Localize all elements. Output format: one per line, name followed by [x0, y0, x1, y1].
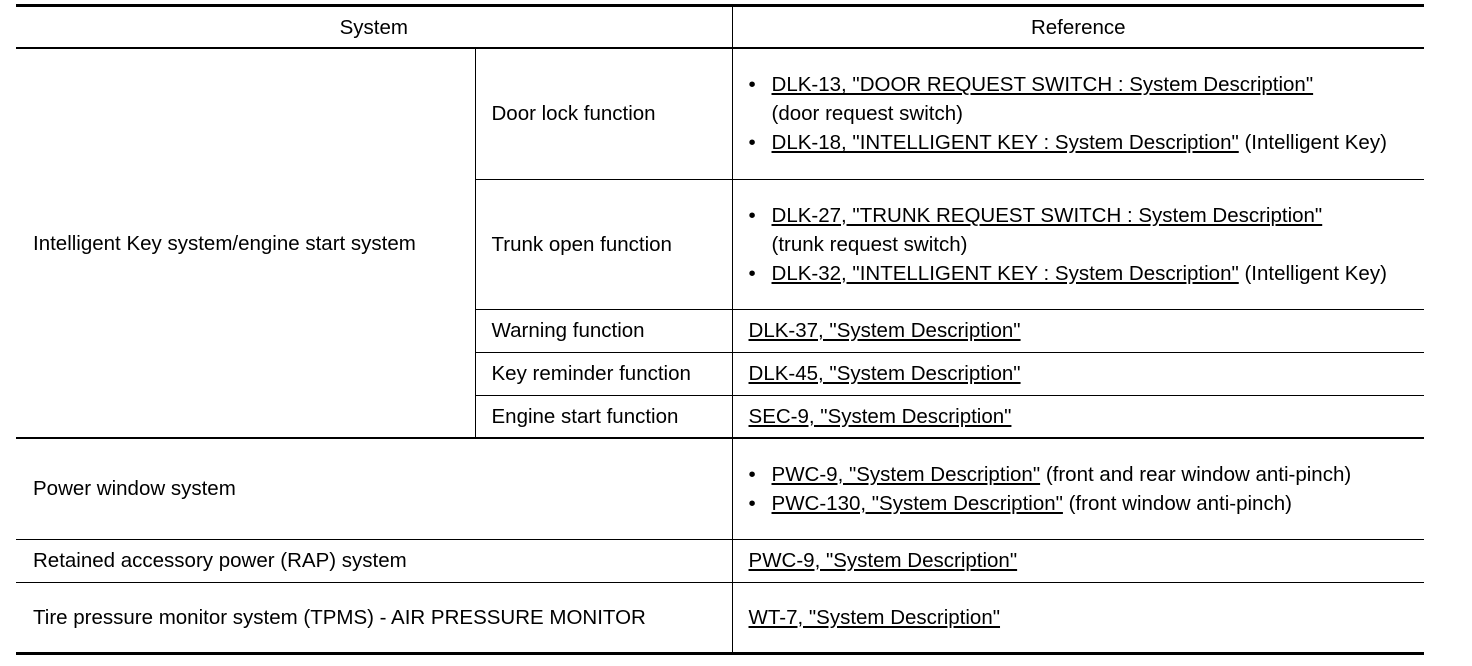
reference-link[interactable]: PWC-130, "System Description"	[771, 491, 1063, 515]
reference-note: (Intelligent Key)	[1244, 261, 1387, 285]
reference-link[interactable]: DLK-45, "System Description"	[748, 362, 1021, 385]
system-cell-intelligent-key: Intelligent Key system/engine start system	[16, 48, 475, 438]
reference-column-header: Reference	[732, 6, 1424, 49]
reference-link[interactable]: DLK-27, "TRUNK REQUEST SWITCH : System Description"	[771, 203, 1323, 227]
reference-cell-trunk-open	[732, 179, 1424, 309]
function-cell-warning: Warning function	[475, 309, 732, 352]
reference-link[interactable]: DLK-37, "System Description"	[748, 319, 1021, 342]
reference-note: (front window anti-pinch)	[1068, 491, 1292, 515]
reference-cell-key-reminder	[732, 352, 1424, 395]
reference-link[interactable]: DLK-18, "INTELLIGENT KEY : System Description"	[771, 131, 1239, 155]
reference-list-item	[749, 460, 1425, 489]
reference-note: (door request switch)	[771, 102, 963, 126]
reference-list-item	[749, 201, 1425, 259]
reference-link[interactable]: DLK-32, "INTELLIGENT KEY : System Description"	[771, 261, 1239, 285]
system-cell-rap: Retained accessory power (RAP) system	[16, 539, 732, 582]
reference-cell-power-window	[732, 438, 1424, 539]
header-row	[16, 6, 1424, 49]
reference-cell-rap	[732, 539, 1424, 582]
table-row	[16, 539, 1424, 582]
reference-link[interactable]: PWC-9, "System Description"	[748, 549, 1018, 572]
reference-note: (Intelligent Key)	[1244, 131, 1387, 155]
reference-list-item	[749, 489, 1425, 518]
reference-cell-door-lock	[732, 48, 1424, 179]
system-cell-power-window: Power window system	[16, 438, 732, 539]
table-row	[16, 48, 1424, 179]
reference-list-item	[749, 70, 1425, 128]
function-cell-engine-start: Engine start function	[475, 395, 732, 438]
reference-link[interactable]: WT-7, "System Description"	[748, 605, 1001, 629]
reference-link[interactable]: DLK-13, "DOOR REQUEST SWITCH : System Description"	[771, 73, 1314, 97]
table-row	[16, 582, 1424, 653]
system-cell-tpms: Tire pressure monitor system (TPMS) - AIR PRESSURE MONITOR	[16, 582, 732, 653]
reference-note: (front and rear window anti-pinch)	[1045, 462, 1352, 486]
reference-cell-tpms	[732, 582, 1424, 653]
system-reference-table	[16, 4, 1424, 655]
reference-cell-warning	[732, 309, 1424, 352]
table-row	[16, 438, 1424, 539]
reference-link[interactable]: SEC-9, "System Description"	[748, 404, 1012, 428]
reference-cell-engine-start	[732, 395, 1424, 438]
function-cell-trunk-open: Trunk open function	[475, 179, 732, 309]
reference-link[interactable]: PWC-9, "System Description"	[771, 462, 1041, 486]
reference-list-item	[749, 128, 1425, 157]
reference-note: (trunk request switch)	[771, 232, 968, 256]
function-cell-key-reminder: Key reminder function	[475, 352, 732, 395]
system-column-header: System	[16, 6, 732, 49]
function-cell-door-lock: Door lock function	[475, 48, 732, 179]
reference-list-item	[749, 259, 1425, 288]
